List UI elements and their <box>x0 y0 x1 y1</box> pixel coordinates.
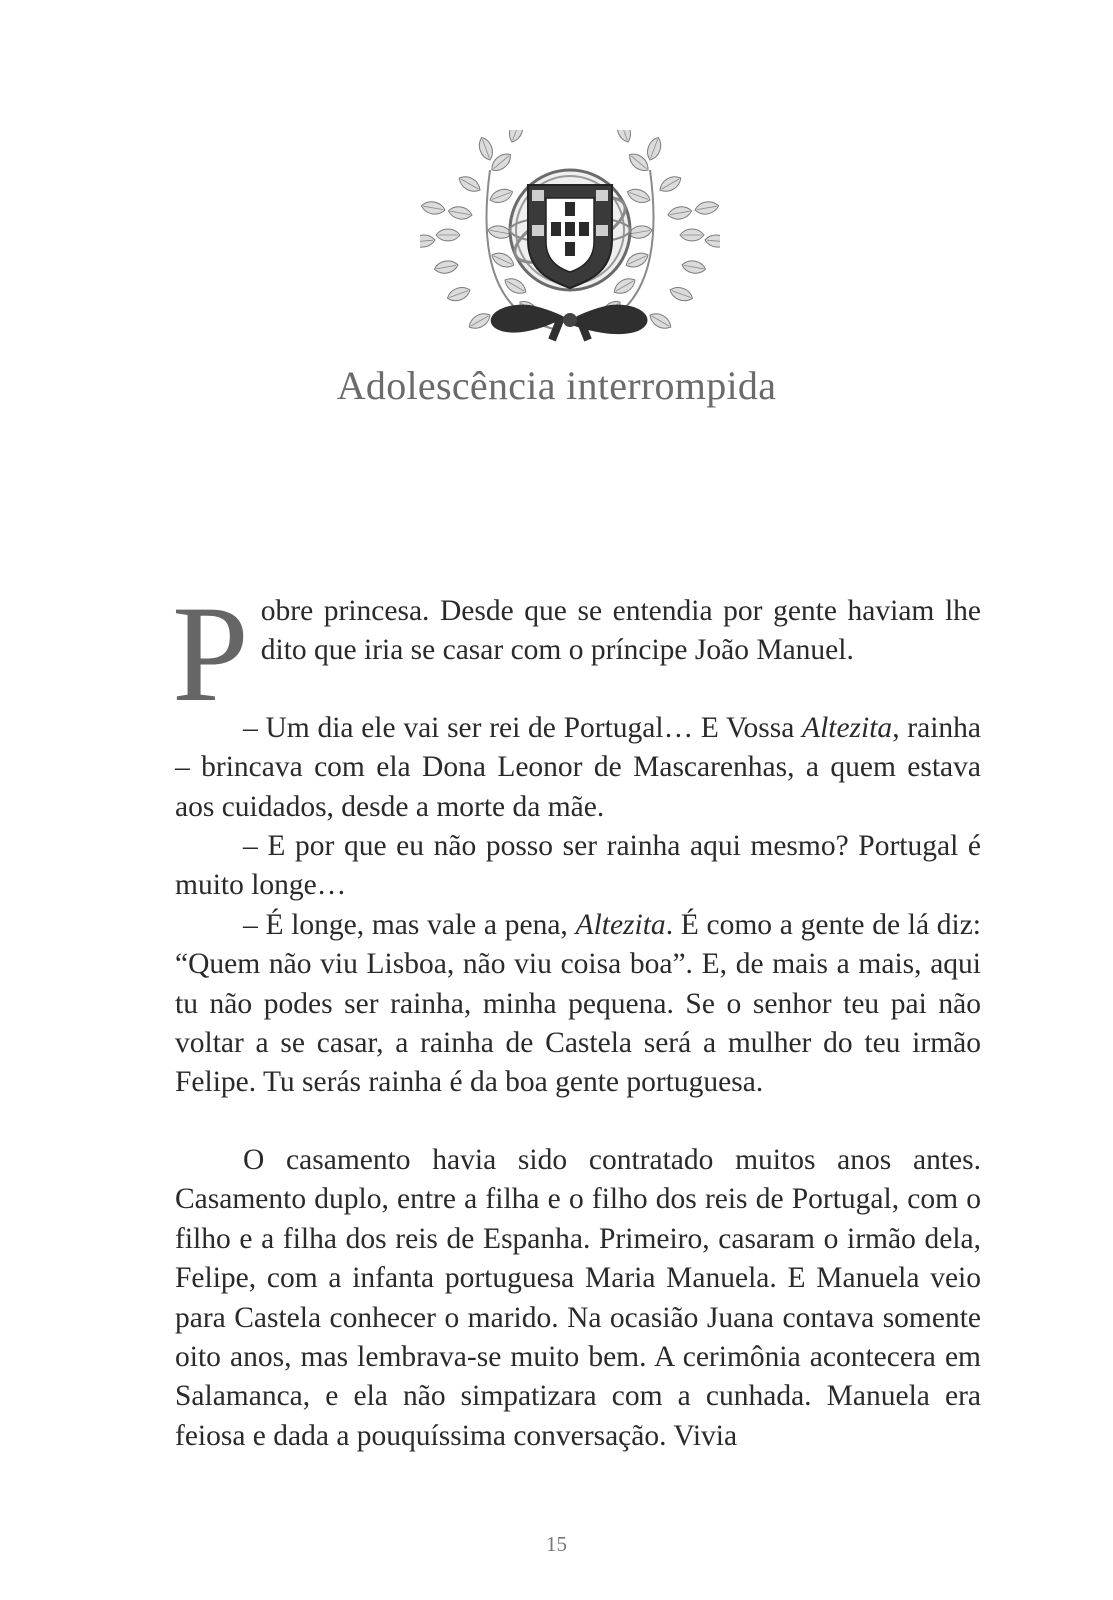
dialogue-paragraph: – E por que eu não posso ser rainha aqui mesmo? Portugal é muito longe… <box>175 830 981 902</box>
dialogue-text: , rainha – brincava com ela Dona Leonor de Mascarenhas, a quem estava aos cuidados, desde a morte da mãe. <box>175 711 981 823</box>
drop-cap: P <box>172 577 249 730</box>
emphasis-text: Altezita <box>575 908 666 941</box>
dialogue-text: – É longe, mas vale a pena, <box>243 908 576 941</box>
body-text <box>172 577 982 1456</box>
dialogue-paragraph <box>175 906 981 1103</box>
dialogue-paragraph <box>175 709 981 827</box>
dialogue-text: – Um dia ele vai ser rei de Portugal… E Vossa <box>243 711 803 744</box>
page-number: 15 <box>546 1532 567 1556</box>
narrative-paragraph: O casamento havia sido contratado muitos anos antes. Casamento duplo, entre a filha e o filho dos reis de Portugal, com o filho e a filha dos reis de Espanha. Primeiro, casaram o irmão dela, Felipe, com a infanta portuguesa Maria Manuela. E Manuela veio para Castela conhecer o marido. Na ocasião Juana contava somente oito anos, mas lembrava-se muito bem. A cerimônia acontecera em Salamanca, e ela não simpatizara com a cunhada. Manuela era feiosa e dada a pouquíssima conversação. Vivia <box>175 1143 981 1452</box>
bow-ribbon <box>491 305 648 340</box>
emphasis-text: Altezita <box>802 711 893 744</box>
dialogue-text: . É como a gente de lá diz: “Quem não viu Lisboa, não viu coisa boa”. E, de mais a mais, aqui tu não podes ser rainha, minha pequena. Se o senhor teu pai não voltar a se casar, a rainha de Castela será a mulher do teu irmão Felipe. Tu serás rainha é da boa gente portuguesa. <box>175 908 982 1099</box>
royal-shield <box>528 185 612 288</box>
opening-paragraph-text: obre princesa. Desde que se entendia por gente haviam lhe dito que iria se casar com o príncipe João Manuel. <box>260 595 981 667</box>
chapter-title: Adolescência interrompida <box>336 363 777 408</box>
coat-of-arms-emblem <box>420 130 720 360</box>
